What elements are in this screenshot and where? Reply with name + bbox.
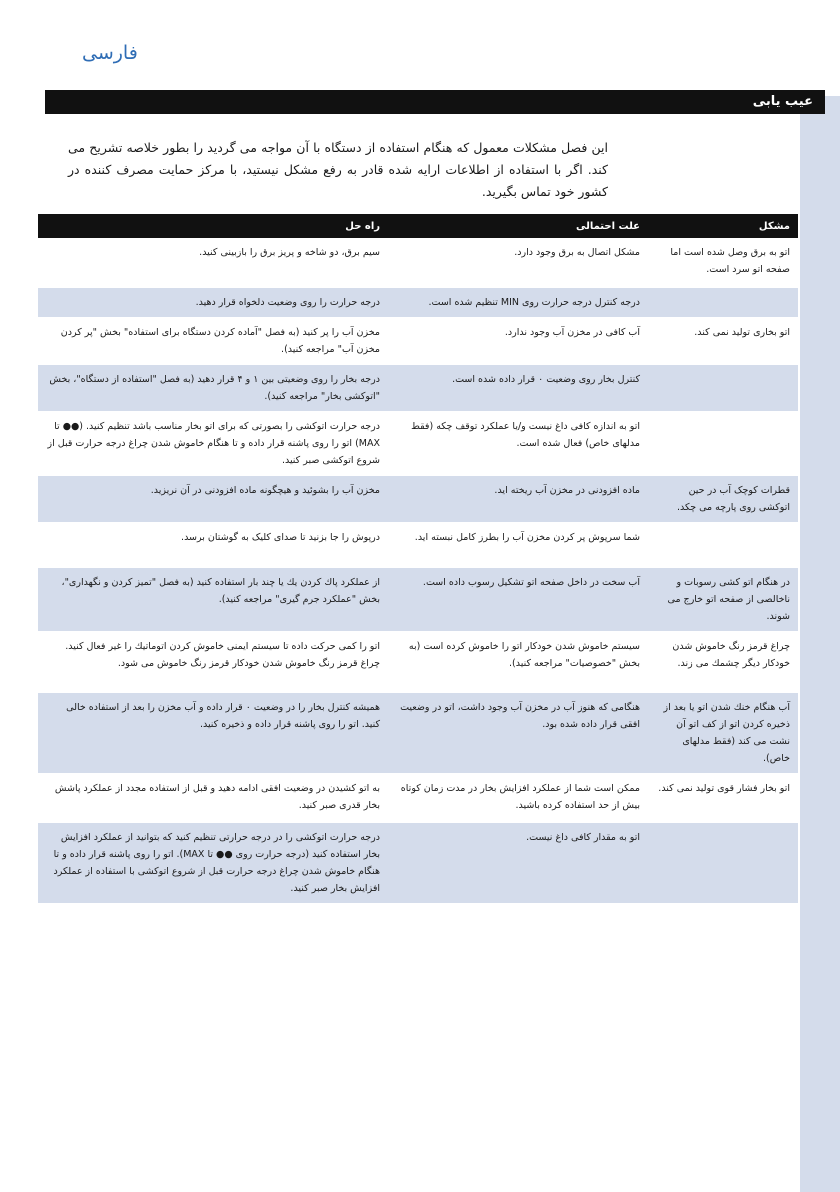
cause-cell: سیستم خاموش شدن خودکار اتو را خاموش کرده است (به بخش "خصوصیات" مراجعه کنید). <box>388 632 648 693</box>
problem-cell: چراغ قرمز رنگ خاموش شدن خودکار دیگر چشمك می زند. <box>648 632 798 693</box>
solution-cell: مخزن آب را بشوئید و هیچگونه ماده افزودنی در آن نریزید. <box>38 476 388 523</box>
solution-cell: از عملکرد پاك کردن یك یا چند بار استفاده کنید (به فصل "تمیز کردن و نگهداری"، بخش "عملکرد جرم گیری" مراجعه کنید). <box>38 568 388 632</box>
section-title: عیب یابی <box>45 90 825 114</box>
solution-cell: اتو را کمی حرکت داده تا سیستم ایمنی خاموش کردن اتوماتیك را غیر فعال کنید. چراغ قرمز رنگ خاموش شدن خودکار قرمز رنگ خاموش می شود. <box>38 632 388 693</box>
header-solution: راه حل <box>38 214 388 238</box>
intro-paragraph: این فصل مشکلات معمول که هنگام استفاده از دستگاه با آن مواجه می گردید را بطور خلاصه تشریح می کند. اگر با استفاده از اطلاعات ارایه شده قادر به رفع مشکل نیستید، با مرکز حمایت مصرف کننده در کشور خود تماس بگیرید. <box>68 139 608 199</box>
table-row <box>38 774 798 823</box>
solution-cell: درجه حرارت اتوکشی را بصورتی که برای اتو بخار مناسب باشد تنظیم کنید. (●● تا MAX) اتو را روی پاشنه قرار داده و تا هنگام خاموش شدن چراغ درجه حرارت قبل از شروع اتوکشی صبر کنید. <box>38 412 388 476</box>
problem-cell: در هنگام اتو کشی رسوبات و ناخالصی از صفحه اتو خارج می شوند. <box>648 568 798 632</box>
problem-cell <box>648 523 798 568</box>
solution-cell: درپوش را جا بزنید تا صدای کلیک به گوشتان برسد. <box>38 523 388 568</box>
cause-cell: ممکن است شما از عملکرد افزایش بخار در مدت زمان کوتاه بیش از حد استفاده کرده باشید. <box>388 774 648 823</box>
cause-cell: آب سخت در داخل صفحه اتو تشکیل رسوب داده است. <box>388 568 648 632</box>
problem-cell <box>648 412 798 476</box>
table-header-row <box>38 214 798 238</box>
cause-cell: آب کافی در مخزن آب وجود ندارد. <box>388 318 648 365</box>
table-row <box>38 412 798 476</box>
cause-cell: درجه کنترل درجه حرارت روی MIN تنظیم شده است. <box>388 288 648 318</box>
cause-cell: ماده افزودنی در مخزن آب ریخته اید. <box>388 476 648 523</box>
header-problem: مشکل <box>648 214 798 238</box>
solution-cell: همیشه کنترل بخار را در وضعیت ۰ قرار داده و آب مخزن را بعد از استفاده خالی کنید. اتو را روی پاشنه قرار داده و ذخیره کنید. <box>38 693 388 774</box>
problem-cell: اتو به برق وصل شده است اما صفحه اتو سرد است. <box>648 238 798 288</box>
table-row <box>38 365 798 412</box>
problem-cell: اتو بخار فشار قوی تولید نمی کند. <box>648 774 798 823</box>
solution-cell: سیم برق، دو شاخه و پریز برق را بازبینی کنید. <box>38 238 388 288</box>
cause-cell: مشکل اتصال به برق وجود دارد. <box>388 238 648 288</box>
cause-cell: هنگامی که هنوز آب در مخزن آب وجود داشت، اتو در وضعیت افقی قرار داده شده بود. <box>388 693 648 774</box>
table-row <box>38 823 798 904</box>
solution-cell: درجه بخار را روی وضعیتی بین ۱ و ۴ قرار دهید (به فصل "استفاده از دستگاه"، بخش "اتوکشی بخار" مراجعه کنید). <box>38 365 388 412</box>
table-row <box>38 288 798 318</box>
problem-cell: آب هنگام خنك شدن اتو یا بعد از ذخیره کردن اتو از کف اتو آن نشت می کند (فقط مدلهای خاص). <box>648 693 798 774</box>
problem-cell <box>648 823 798 904</box>
cause-cell: اتو به اندازه کافی داغ نیست و/یا عملکرد توقف چکه (فقط مدلهای خاص) فعال شده است. <box>388 412 648 476</box>
table-row <box>38 568 798 632</box>
problem-cell <box>648 365 798 412</box>
cause-cell: شما سرپوش پر کردن مخزن آب را بطرز کامل نبسته اید. <box>388 523 648 568</box>
header-cause: علت احتمالی <box>388 214 648 238</box>
problem-cell: اتو بخاری تولید نمی کند. <box>648 318 798 365</box>
table-row <box>38 632 798 693</box>
table-row <box>38 693 798 774</box>
table-row <box>38 476 798 523</box>
table-row <box>38 523 798 568</box>
side-stripe <box>800 96 840 1192</box>
cause-cell: اتو به مقدار کافی داغ نیست. <box>388 823 648 904</box>
cause-cell: کنترل بخار روی وضعیت ۰ قرار داده شده است. <box>388 365 648 412</box>
problem-cell <box>648 288 798 318</box>
solution-cell: مخزن آب را پر کنید (به فصل "آماده کردن دستگاه برای استفاده" بخش "پر کردن مخزن آب" مراجعه کنید). <box>38 318 388 365</box>
solution-cell: به اتو کشیدن در وضعیت افقی ادامه دهید و قبل از استفاده مجدد از عملکرد پاشش بخار قدری صبر کنید. <box>38 774 388 823</box>
problem-cell: قطرات کوچک آب در حین اتوکشی روی پارچه می چکد. <box>648 476 798 523</box>
table-row <box>38 318 798 365</box>
solution-cell: درجه حرارت اتوکشی را در درجه حرارتی تنظیم کنید که بتوانید از عملکرد افزایش بخار استفاده کنید (درجه حرارت روی ●● تا MAX). اتو را روی پاشنه قرار داده و تا هنگام خاموش شدن چراغ درجه حرارت قبل از شروع اتوکشی با استفاده از عملکرد افزایش بخار صبر کنید. <box>38 823 388 904</box>
language-label: فارسی <box>82 42 138 64</box>
solution-cell: درجه حرارت را روی وضعیت دلخواه قرار دهید. <box>38 288 388 318</box>
table-row <box>38 238 798 288</box>
troubleshooting-table <box>38 214 798 904</box>
